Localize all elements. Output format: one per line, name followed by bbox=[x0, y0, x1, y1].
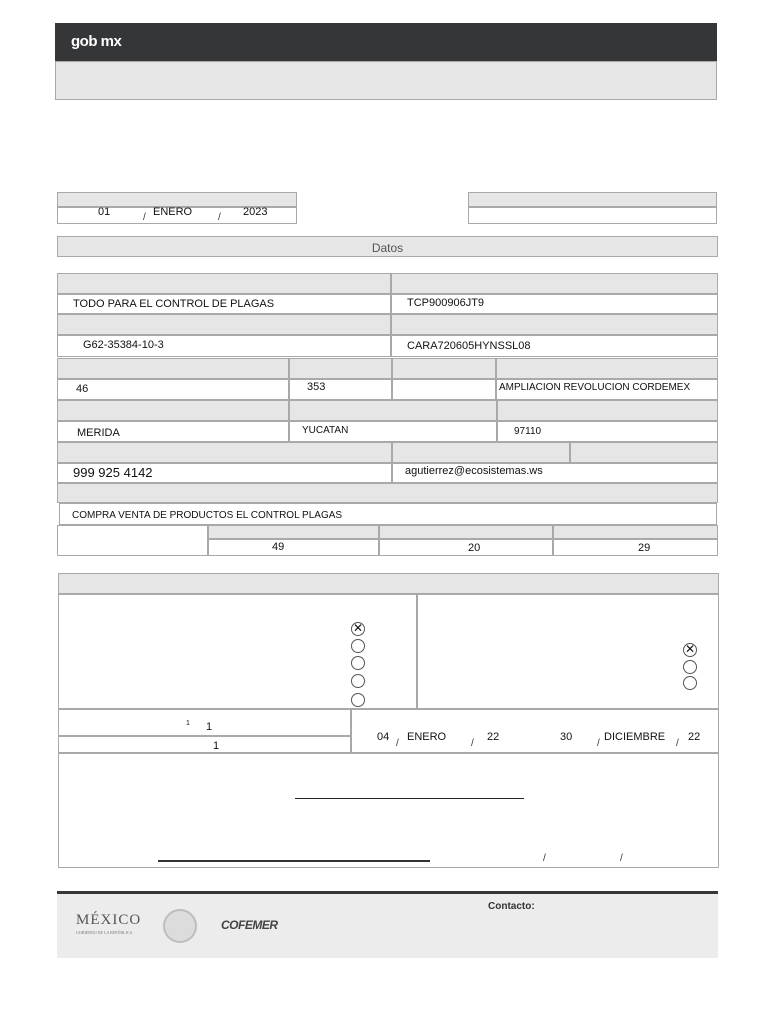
period-left-top bbox=[58, 709, 351, 736]
count-3-header bbox=[553, 525, 718, 539]
zip-label-cell bbox=[497, 400, 718, 421]
option-radio[interactable] bbox=[351, 639, 365, 653]
street-value-cell bbox=[57, 379, 289, 400]
count-3-value: 29 bbox=[638, 542, 651, 554]
company-street-no: 46 bbox=[76, 383, 89, 395]
company-city: MERIDA bbox=[77, 427, 120, 439]
national-seal-icon bbox=[163, 909, 197, 943]
signature-box bbox=[58, 753, 719, 868]
street-label-cell bbox=[57, 358, 289, 379]
rfc-label-cell bbox=[391, 273, 718, 294]
options-right-panel bbox=[417, 594, 719, 709]
to-month: DICIEMBRE bbox=[604, 731, 666, 743]
company-name: TODO PARA EL CONTROL DE PLAGAS bbox=[73, 298, 275, 310]
date-sep: / bbox=[620, 853, 623, 864]
from-month: ENERO bbox=[407, 731, 447, 743]
name-line bbox=[158, 860, 430, 862]
folio-row bbox=[468, 207, 717, 224]
company-ext-no: 353 bbox=[307, 381, 326, 393]
option-radio[interactable] bbox=[351, 656, 365, 670]
signature-line bbox=[295, 798, 524, 799]
gobmx-logo: gob mx bbox=[71, 33, 122, 50]
section-2-header bbox=[58, 573, 719, 594]
company-rfc: TCP900906JT9 bbox=[407, 297, 485, 309]
to-year: 22 bbox=[688, 731, 701, 743]
option-radio[interactable] bbox=[683, 676, 697, 690]
cofemer-logo: COFEMER bbox=[221, 918, 278, 932]
footnote-mark: 1 bbox=[186, 720, 190, 727]
date-sep: / bbox=[143, 212, 146, 223]
ext-label-cell bbox=[289, 358, 392, 379]
option-radio[interactable] bbox=[683, 660, 697, 674]
option-radio-checked[interactable] bbox=[683, 643, 697, 657]
folio-header bbox=[468, 192, 717, 207]
date-sep: / bbox=[471, 738, 474, 749]
date-sep: / bbox=[396, 738, 399, 749]
date-sep: / bbox=[218, 212, 221, 223]
date-sep: / bbox=[543, 853, 546, 864]
mexico-logo-subtitle: GOBIERNO DE LA REPÚBLICA bbox=[76, 930, 133, 935]
count-1-header bbox=[208, 525, 379, 539]
phone-label-cell bbox=[57, 442, 392, 463]
from-year: 22 bbox=[487, 731, 500, 743]
state-label-cell bbox=[289, 400, 497, 421]
count-2-header bbox=[379, 525, 553, 539]
license-label-cell bbox=[57, 314, 391, 335]
city-label-cell bbox=[57, 400, 289, 421]
email-label-cell-2 bbox=[570, 442, 718, 463]
from-day: 04 bbox=[377, 731, 390, 743]
company-phone: 999 925 4142 bbox=[73, 465, 153, 480]
date-year: 2023 bbox=[243, 206, 268, 218]
date-day: 01 bbox=[98, 206, 111, 218]
ext-value-cell bbox=[289, 379, 392, 400]
mexico-logo: MÉXICO bbox=[76, 912, 142, 928]
int-value-cell bbox=[392, 379, 496, 400]
count-3-cell bbox=[553, 539, 718, 556]
option-radio[interactable] bbox=[351, 693, 365, 707]
gobmx-header-bar bbox=[55, 23, 717, 61]
name-label-cell bbox=[57, 273, 391, 294]
period-value-1: 1 bbox=[206, 721, 213, 733]
company-zip: 97110 bbox=[514, 426, 542, 437]
activity-label-cell bbox=[57, 483, 718, 503]
contact-label: Contacto: bbox=[488, 901, 535, 912]
int-label-cell bbox=[392, 358, 496, 379]
period-value-2: 1 bbox=[213, 740, 220, 752]
company-colony: AMPLIACION REVOLUCION CORDEMEX bbox=[499, 382, 691, 393]
counts-label-cell bbox=[57, 525, 208, 556]
count-1-cell bbox=[208, 539, 379, 556]
count-1-value: 49 bbox=[272, 541, 285, 553]
footer-band bbox=[57, 894, 718, 958]
curp-label-cell bbox=[391, 314, 718, 335]
email-label-cell bbox=[392, 442, 570, 463]
period-left-bottom bbox=[58, 736, 351, 753]
company-email: agutierrez@ecosistemas.ws bbox=[405, 465, 543, 477]
colony-label-cell bbox=[496, 358, 718, 379]
count-2-cell bbox=[379, 539, 553, 556]
company-activity: COMPRA VENTA DE PRODUCTOS EL CONTROL PLAGAS bbox=[72, 510, 343, 521]
options-left-panel bbox=[58, 594, 417, 709]
count-2-value: 20 bbox=[468, 542, 481, 554]
company-state: YUCATAN bbox=[302, 425, 349, 436]
date-header bbox=[57, 192, 297, 207]
company-license: G62-35384-10-3 bbox=[83, 339, 164, 351]
company-curp: CARA720605HYNSSL08 bbox=[407, 340, 531, 352]
option-radio-checked[interactable] bbox=[351, 622, 365, 636]
option-radio[interactable] bbox=[351, 674, 365, 688]
datos-title-bar bbox=[57, 236, 718, 257]
datos-title: Datos bbox=[371, 241, 404, 255]
date-sep: / bbox=[676, 738, 679, 749]
to-day: 30 bbox=[560, 731, 573, 743]
date-month: ENERO bbox=[153, 206, 193, 218]
title-band bbox=[55, 61, 717, 100]
date-sep: / bbox=[597, 738, 600, 749]
